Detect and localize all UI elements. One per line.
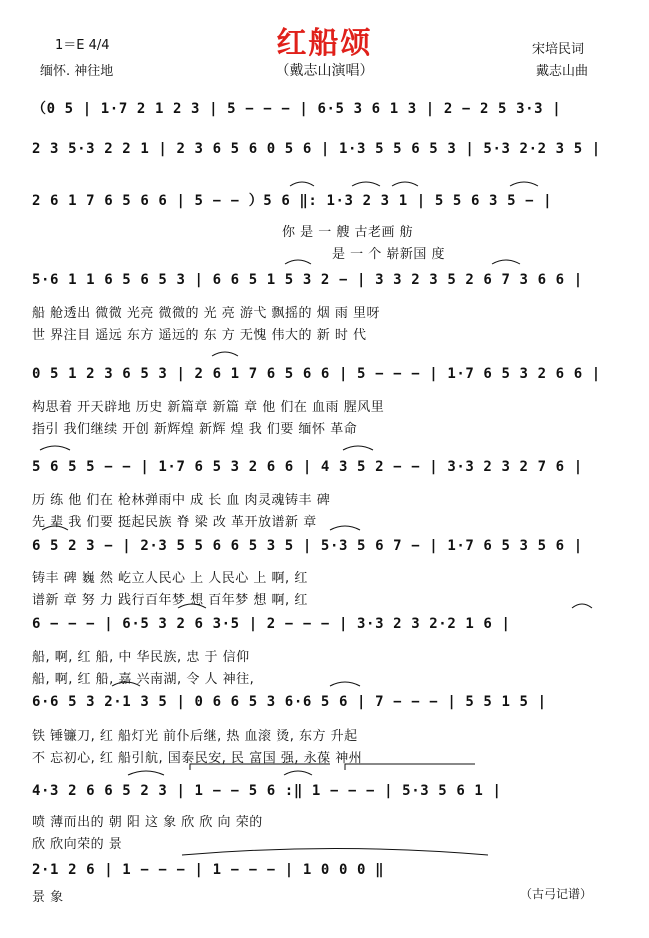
notation-row-4: 5·6 1 1 6 5 6 5 3 | 6 6 5 1 5 3 2 − | 3 3 2 3 5 2 6 7 3 6 6 | bbox=[32, 272, 583, 288]
notation-row-1: （0 5 | 1·7 2 1 2 3 | 5 − − − | 6·5 3 6 1 3 | 2 − 2 5 3·3 | bbox=[32, 101, 562, 117]
slur-mark bbox=[40, 446, 70, 450]
lyric-row-9-verse-2: 不 忘初心, 红 船引航, 国泰民安, 民 富国 强, 永葆 神州 bbox=[32, 751, 363, 766]
lyric-row-3-verse-1: 你 是 一 艘 古老画 舫 bbox=[282, 225, 414, 240]
composer-credit: 戴志山曲 bbox=[536, 64, 589, 79]
lyric-row-11-verse-1: 景 象 bbox=[32, 890, 64, 905]
slur-mark bbox=[330, 526, 360, 530]
slur-mark bbox=[330, 682, 360, 686]
lyric-row-5-verse-1: 构思着 开天辟地 历史 新篇章 新篇 章 他 们在 血雨 腥风里 bbox=[32, 400, 385, 415]
performer-note: （戴志山演唱） bbox=[275, 63, 374, 79]
slur-mark bbox=[343, 446, 373, 450]
slur-mark bbox=[284, 771, 312, 775]
lyric-row-7-verse-2: 谱新 章 努 力 践行百年梦 想 百年梦 想 啊, 红 bbox=[32, 593, 308, 608]
notation-row-11: 2·1 2 6 | 1 − − − | 1 − − − | 1 0 0 0 ‖ bbox=[32, 862, 385, 878]
slur-mark bbox=[392, 182, 418, 186]
transcriber-credit: （古弓记谱） bbox=[520, 887, 593, 901]
notation-row-2: 2 3 5·3 2 2 1 | 2 3 6 5 6 0 5 6 | 1·3 5 5 6 5 3 | 5·3 2·2 3 5 | bbox=[32, 141, 601, 157]
first-ending-bracket bbox=[190, 764, 330, 770]
tie-mark bbox=[182, 849, 488, 856]
slur-mark bbox=[290, 182, 314, 186]
slur-mark bbox=[352, 182, 380, 186]
lyric-row-10-verse-1: 喷 薄而出的 朝 阳 这 象 欣 欣 向 荣的 bbox=[32, 815, 263, 830]
lyric-row-6-verse-1: 历 练 他 们在 枪林弹雨中 成 长 血 肉灵魂铸丰 碑 bbox=[32, 493, 331, 508]
lyric-row-7-verse-1: 铸丰 碑 巍 然 屹立人民心 上 人民心 上 啊, 红 bbox=[32, 571, 308, 586]
notation-row-6: 5 6 5 5 − − | 1·7 6 5 3 2 6 6 | 4 3 5 2 − − | 3·3 2 3 2 7 6 | bbox=[32, 459, 583, 475]
tempo-mood: 缅怀. 神往地 bbox=[40, 64, 114, 79]
lyric-row-3-verse-2: 是 一 个 崭新国 度 bbox=[332, 247, 446, 262]
notation-row-7: 6 5 2 3 − | 2·3 5 5 6 6 5 3 5 | 5·3 5 6 7 − | 1·7 6 5 3 5 6 | bbox=[32, 538, 583, 554]
lyric-row-8-verse-2: 船, 啊, 红 船, 嘉 兴南湖, 令 人 神往, bbox=[32, 672, 255, 687]
lyric-row-10-verse-2: 欣 欣向荣的 景 bbox=[32, 837, 123, 852]
slur-mark bbox=[285, 260, 311, 264]
slur-mark bbox=[572, 604, 592, 608]
lyric-row-4-verse-2: 世 界注目 遥远 东方 遥远的 东 方 无愧 伟大的 新 时 代 bbox=[32, 328, 367, 343]
slur-mark bbox=[212, 352, 238, 356]
notation-row-5: 0 5 1 2 3 6 5 3 | 2 6 1 7 6 5 6 6 | 5 − − − | 1·7 6 5 3 2 6 6 | bbox=[32, 366, 601, 382]
key-signature: 1＝E 4/4 bbox=[55, 38, 110, 53]
notation-row-10: 4·3 2 6 6 5 2 3 | 1 − − 5 6 :‖ 1 − − − | 5·3 5 6 1 | bbox=[32, 783, 502, 799]
notation-row-9: 6·6 5 3 2·1 3 5 | 0 6 6 5 3 6·6 5 6 | 7 − − − | 5 5 1 5 | bbox=[32, 694, 547, 710]
lyric-row-6-verse-2: 先 辈 我 们要 挺起民族 脊 梁 改 革开放谱新 章 bbox=[32, 515, 317, 530]
lyricist-credit: 宋培民词 bbox=[532, 42, 585, 57]
song-title: 红船颂 bbox=[276, 26, 373, 61]
slur-mark bbox=[178, 604, 206, 608]
notation-row-8: 6 − − − | 6·5 3 2 6 3·5 | 2 − − − | 3·3 2 3 2·2 1 6 | bbox=[32, 616, 511, 632]
slur-mark bbox=[42, 526, 68, 530]
lyric-row-5-verse-2: 指引 我们继续 开创 新辉煌 新辉 煌 我 们要 缅怀 革命 bbox=[32, 422, 358, 437]
slur-mark bbox=[112, 682, 140, 686]
lyric-row-8-verse-1: 船, 啊, 红 船, 中 华民族, 忠 于 信仰 bbox=[32, 650, 250, 665]
lyric-row-9-verse-1: 铁 锤镰刀, 红 船灯光 前仆后继, 热 血滚 烫, 东方 升起 bbox=[32, 729, 358, 744]
lyric-row-4-verse-1: 船 舱透出 微微 光亮 微微的 光 亮 游弋 飘摇的 烟 雨 里呀 bbox=[32, 306, 380, 321]
slur-mark bbox=[128, 771, 164, 775]
slur-mark bbox=[510, 182, 538, 186]
slur-mark bbox=[492, 260, 520, 264]
second-ending-bracket bbox=[345, 764, 475, 770]
notation-row-3: 2 6 1 7 6 5 6 6 | 5 − − ）5 6 ‖: 1·3 2 3 1 | 5 5 6 3 5 − | bbox=[32, 193, 553, 209]
